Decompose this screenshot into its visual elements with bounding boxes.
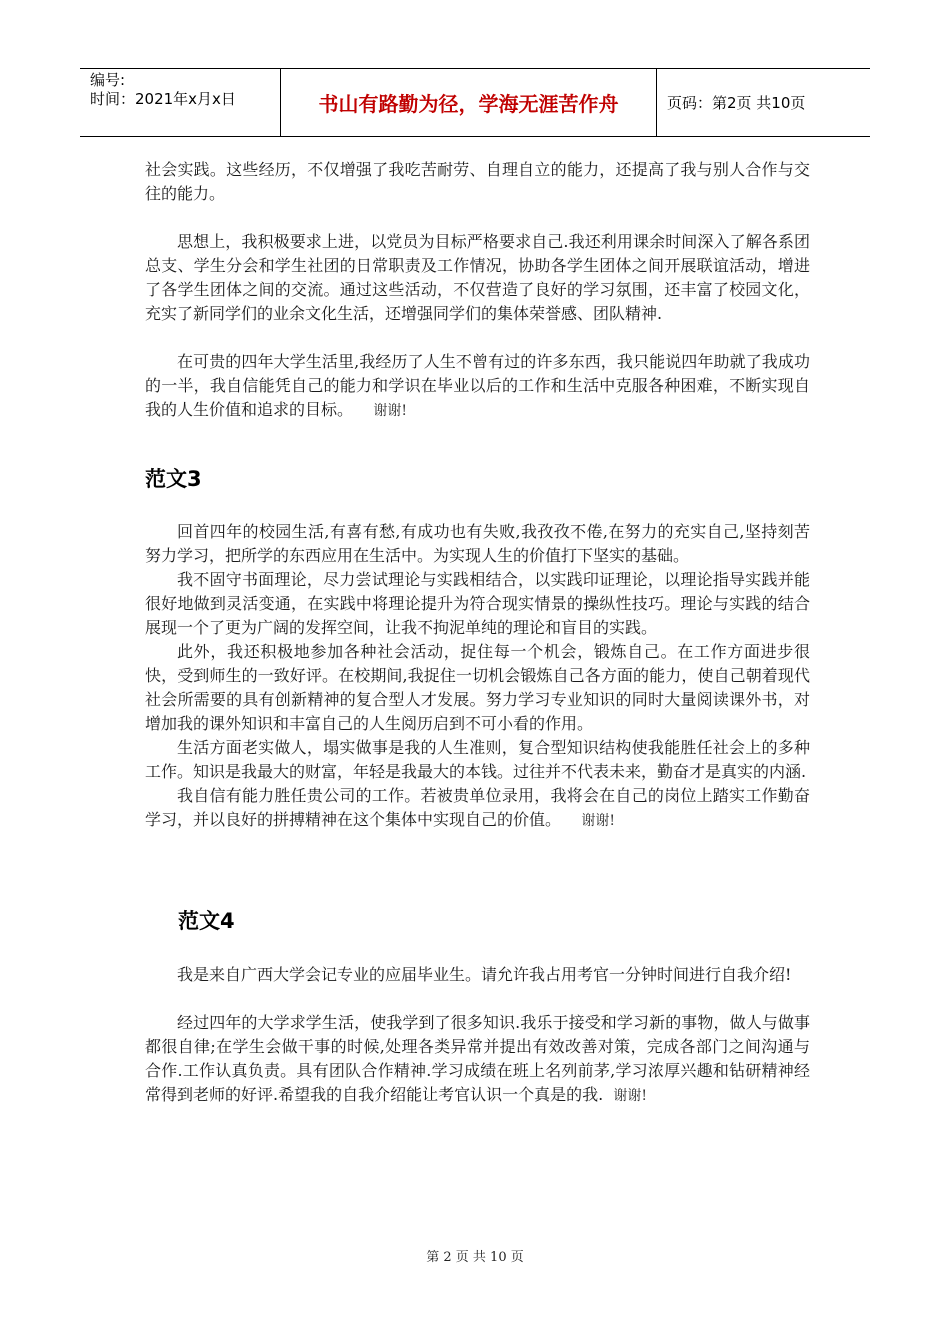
doc-number-label: 编号: [90,71,126,89]
section3-body [145,520,810,833]
header-meta [80,69,281,136]
paragraph: 我不固守书面理论，尽力尝试理论与实践相结合，以实践印证理论，以理论指导实践并能很好地做到灵活变通，在实践中将理论提升为符合现实情景的操纵性技巧。理论与实践的结合展现一个了更为广阔的发挥空间，让我不拘泥单纯的理论和盲目的实践。 [145,570,810,637]
paragraph: 经过四年的大学求学生活，使我学到了很多知识.我乐于接受和学习新的事物，做人与做事都很自律;在学生会做干事的时候,处理各类异常并提出有效改善对策，完成各部门之间沟通与合作.工作认真负责。具有团队合作精神.学习成绩在班上名列前茅,学习浓厚兴趣和钻研精神经常得到老师的好评.希望我的自我介绍能让考官认识一个真是的我. 谢谢! [145,1013,810,1104]
section4-body [145,963,810,1108]
paragraph: 社会实践。这些经历，不仅增强了我吃苦耐劳、自理自立的能力，还提高了我与别人合作与交往的能力。 [145,160,810,203]
paragraph: 我自信有能力胜任贵公司的工作。若被贵单位录用，我将会在自己的岗位上踏实工作勤奋学习，并以良好的拼搏精神在这个集体中实现自己的价值。 谢谢! [145,786,810,829]
page-footer: 第 2 页 共 10 页 [426,1250,524,1265]
thanks-text: 谢谢! [581,813,615,829]
paragraph: 思想上，我积极要求上进，以党员为目标严格要求自己.我还利用课余时间深入了解各系团总支、学生分会和学生社团的日常职责及工作情况，协助各学生团体之间开展联谊活动，增进了各学生团体之间的交流。通过这些活动，不仅营造了良好的学习氛围，还丰富了校园文化，充实了新同学们的业余文化生活，还增强同学们的集体荣誉感、团队精神. [145,232,810,323]
paragraph: 在可贵的四年大学生活里,我经历了人生不曾有过的许多东西，我只能说四年助就了我成功的一半，我自信能凭自己的能力和学识在毕业以后的工作和生活中克服各种困难，不断实现自我的人生价值和追求的目标。 谢谢! [145,352,810,419]
paragraph: 我是来自广西大学会记专业的应届毕业生。请允许我占用考官一分钟时间进行自我介绍! [177,965,792,984]
section-title: 范文4 [178,909,235,933]
thanks-text: 谢谢! [373,403,407,419]
paragraph: 此外，我还积极地参加各种社会活动，捉住每一个机会，锻炼自己。在工作方面进步很快，受到师生的一致好评。在校期间,我捉住一切机会锻炼自己各方面的能力，使自己朝着现代社会所需要的具有创新精神的复合型人才发展。努力学习专业知识的同时大量阅读课外书，对增加我的课外知识和丰富自己的人生阅历启到不可小看的作用。 [145,642,810,733]
paragraph: 生活方面老实做人，塌实做事是我的人生准则，复合型知识结构使我能胜任社会上的多种工作。知识是我最大的财富，年轻是我最大的本钱。过往并不代表未来，勤奋才是真实的内涵. [145,738,810,781]
doc-date-label: 时间：2021年x月x日 [90,90,236,108]
top-paragraphs [145,158,810,423]
header-table [80,68,870,137]
header-motto: 书山有路勤为径，学海无涯苦作舟 [281,69,657,136]
header-page-label: 页码：第2页 共10页 [667,94,806,112]
paragraph: 回首四年的校园生活,有喜有愁,有成功也有失败,我孜孜不倦,在努力的充实自己,坚持刻苦努力学习，把所学的东西应用在生活中。为实现人生的价值打下坚实的基础。 [145,522,810,565]
section-title: 范文3 [145,467,202,491]
thanks-text: 谢谢! [613,1088,647,1104]
